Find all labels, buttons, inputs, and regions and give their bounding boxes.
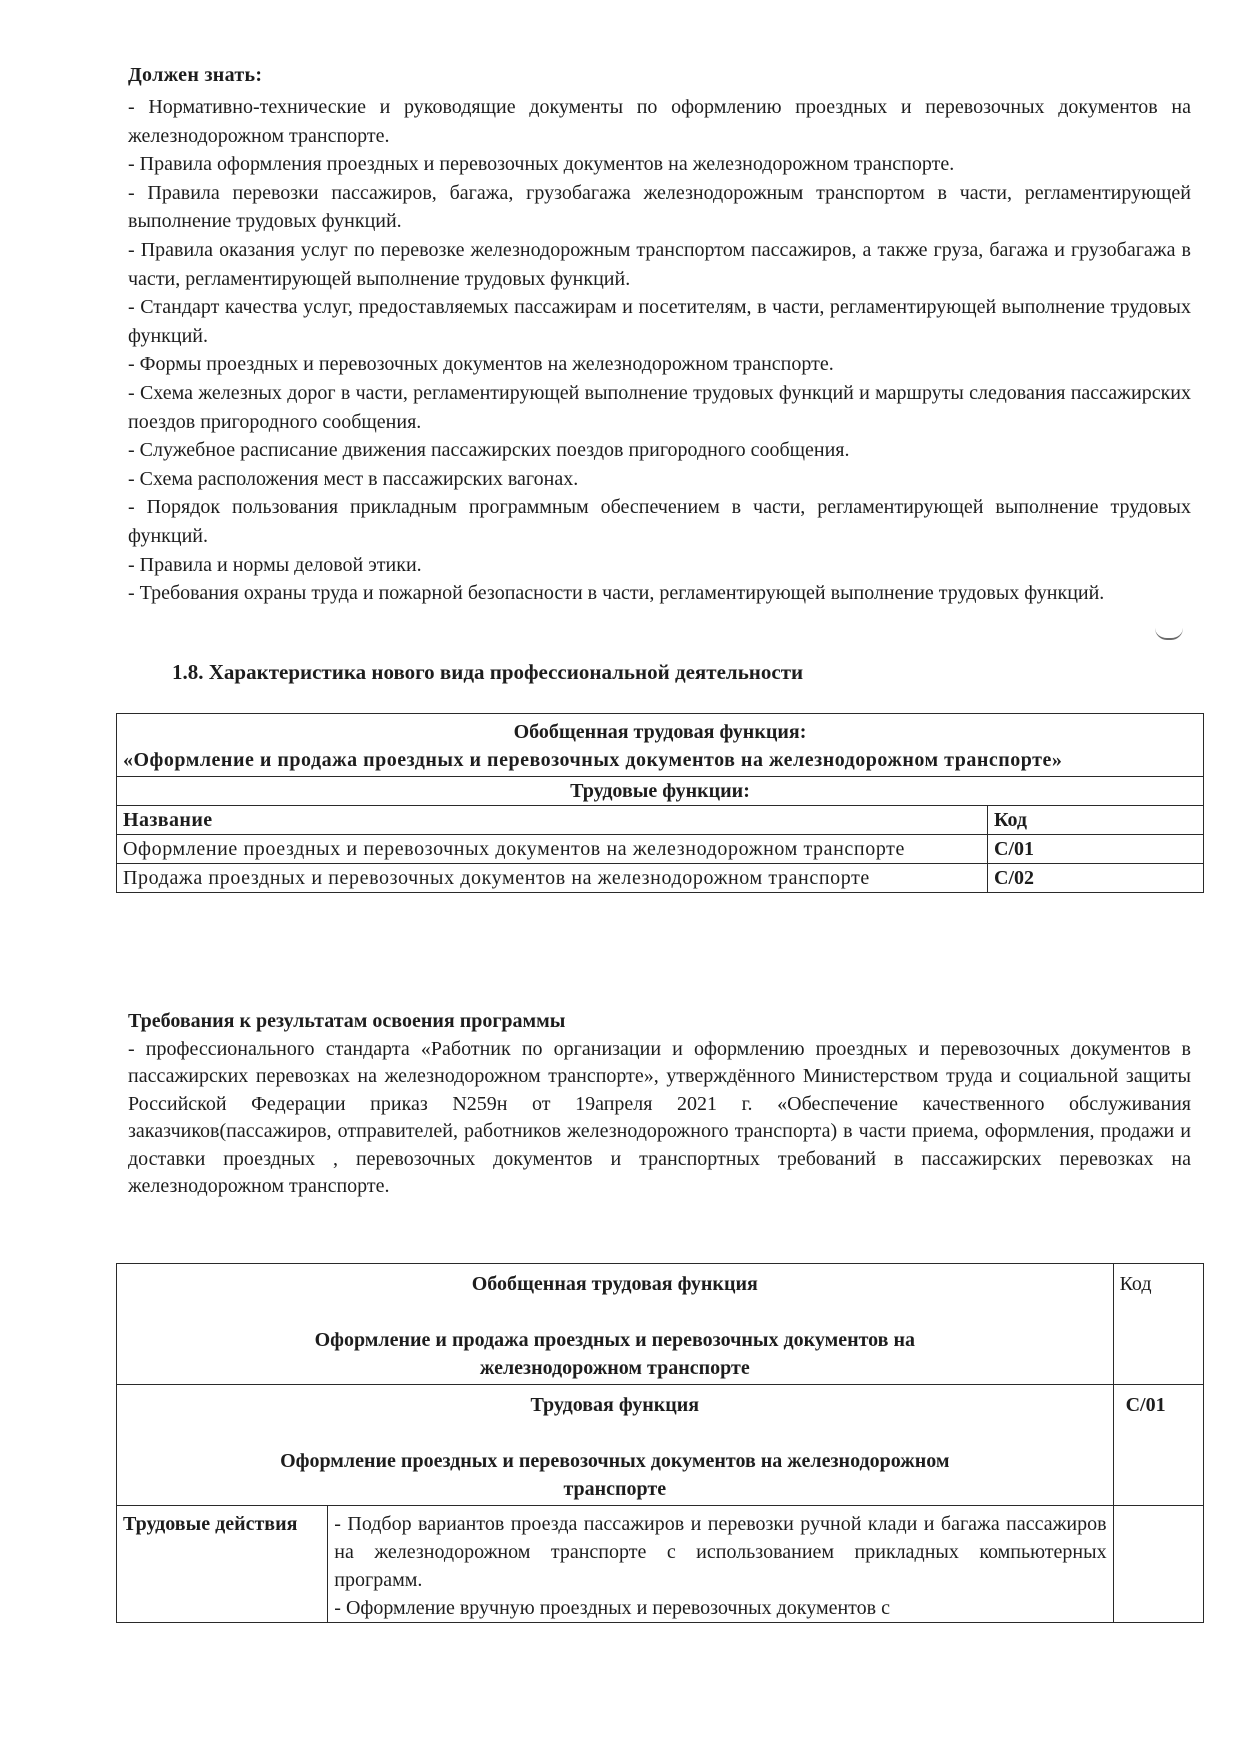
- knowledge-item: - Порядок пользования прикладным программным обеспечением в части, регламентирующей выполнение трудовых функций.: [128, 496, 1191, 547]
- actions-label-cell: [117, 1506, 328, 1623]
- table-row: [117, 777, 1204, 806]
- action-item: - Оформление вручную проездных и перевозочных документов с: [334, 1597, 890, 1619]
- gtf-label: Обобщенная трудовая функция:: [513, 721, 807, 743]
- table-row: [117, 864, 1204, 893]
- tf-code-cell: С/02: [988, 864, 1204, 893]
- table-row: [117, 714, 1204, 777]
- tf-name: Оформление проездных и перевозочных документов на железнодорожном транспорте: [280, 1450, 950, 1500]
- knowledge-item: - Стандарт качества услуг, предоставляемых пассажирам и посетителям, в части, регламентирующей выполнение трудовых функций.: [128, 296, 1191, 347]
- gtf-name: «Оформление и продажа проездных и перевозочных документов на железнодорожном транспорте»: [123, 749, 1063, 771]
- gtf-cell: [117, 714, 1204, 777]
- table-row: [117, 1506, 1204, 1623]
- requirements-block: [128, 1008, 1191, 1201]
- code-label: Код: [1119, 1273, 1152, 1295]
- tf-label: Трудовая функция: [530, 1394, 700, 1416]
- tf-name-cell: Оформление проездных и перевозочных документов на железнодорожном транспорте: [117, 835, 988, 864]
- knowledge-list: [128, 93, 1191, 608]
- knowledge-item: - Схема железных дорог в части, регламентирующей выполнение трудовых функций и маршруты следования пассажирских поездов пригородного сообщения.: [128, 381, 1191, 433]
- gtf-cell: [117, 1264, 1114, 1385]
- knowledge-item: - Правила оказания услуг по перевозке железнодорожным транспортом пассажиров, а также груза, багажа и грузобагажа в части, регламентирующей выполнение трудовых функций.: [128, 238, 1191, 290]
- requirements-text: - профессионального стандарта «Работник по организации и оформлению проездных и перевозочных документов в пассажирских перевозках на железнодорожном транспорте», утверждённого Министерством труда и социальной защиты Российской Федерации приказ N259н от 19апреля 2021 г. «Обеспечение качественного обслуживания заказчиков(пассажиров, отправителей, работников железнодорожного транспорта) в части приема, оформления, продажи и доставки проездных , перевозочных документов и транспортных требований в пассажирских перевозках на железнодорожном транспорте.: [128, 1037, 1191, 1197]
- tf-label: Трудовые функции:: [117, 777, 1204, 806]
- gtf-name: Оформление и продажа проездных и перевозочных документов на железнодорожном транспорте: [314, 1329, 916, 1379]
- knowledge-item: - Служебное расписание движения пассажирских поездов пригородного сообщения.: [128, 439, 850, 462]
- gtf-label: Обобщенная трудовая функция: [471, 1273, 758, 1295]
- knowledge-item: - Правила перевозки пассажиров, багажа, грузобагажа железнодорожным транспортом в части, регламентирующей выполнение трудовых функций.: [128, 181, 1191, 233]
- tf-code-cell: С/01: [988, 835, 1204, 864]
- table-header-row: [117, 806, 1204, 835]
- tf-cell: [117, 1385, 1114, 1506]
- labor-functions-table: [116, 713, 1204, 893]
- col-name-header: Название: [117, 806, 988, 835]
- knowledge-item: - Формы проездных и перевозочных документов на железнодорожном транспорте.: [128, 353, 834, 376]
- section-title: 1.8. Характеристика нового вида профессиональной деятельности: [172, 660, 804, 684]
- tf-code: С/01: [1125, 1394, 1166, 1416]
- labor-function-detail-table: [116, 1263, 1204, 1623]
- table-row: [117, 1264, 1204, 1385]
- knowledge-item: - Схема расположения мест в пассажирских вагонах.: [128, 467, 579, 490]
- tf-name-cell: Продажа проездных и перевозочных документов на железнодорожном транспорте: [117, 864, 988, 893]
- action-item: - Подбор вариантов проезда пассажиров и перевозки ручной клади и багажа пассажиров на железнодорожном транспорте с использованием прикладных компьютерных программ.: [334, 1513, 1107, 1591]
- actions-label: Трудовые действия: [123, 1513, 298, 1535]
- knowledge-item: - Требования охраны труда и пожарной безопасности в части, регламентирующей выполнение трудовых функций.: [128, 582, 1105, 605]
- tf-code-cell: [1113, 1385, 1203, 1506]
- actions-cell: [328, 1506, 1113, 1623]
- knowledge-item: - Нормативно-технические и руководящие документы по оформлению проездных и перевозочных документов на железнодорожном транспорте.: [128, 96, 1191, 147]
- scan-mark: [1155, 628, 1183, 640]
- knowledge-heading: Должен знать:: [128, 64, 263, 86]
- code-cell: [1113, 1264, 1203, 1385]
- requirements-heading: Требования к результатам освоения программы: [128, 1010, 566, 1032]
- table-row: [117, 1385, 1204, 1506]
- col-code-header: Код: [988, 806, 1204, 835]
- table-row: [117, 835, 1204, 864]
- knowledge-item: - Правила и нормы деловой этики.: [128, 553, 422, 576]
- empty-code-cell: [1113, 1506, 1203, 1623]
- knowledge-item: - Правила оформления проездных и перевозочных документов на железнодорожном транспорте.: [128, 153, 955, 176]
